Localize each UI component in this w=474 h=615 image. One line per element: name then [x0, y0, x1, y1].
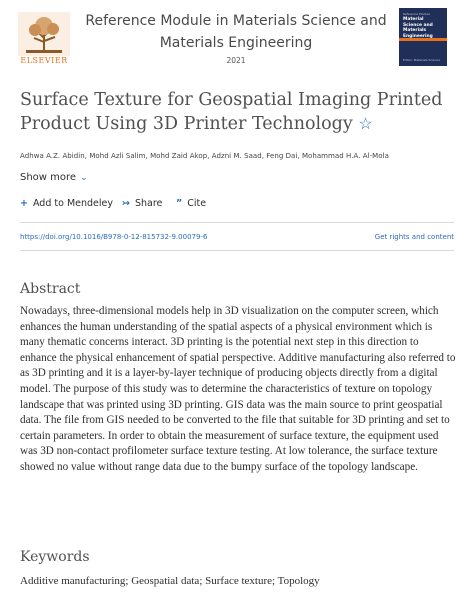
author-list[interactable]: Adhwa A.Z. Abidin, Mohd Azli Salim, Mohd Zaid Akop, Adzni M. Saad, Feng Dai, Mohammad H.A. Al-Mola: [20, 152, 389, 160]
cover-top-text: Reference Module: [403, 12, 430, 16]
keyword-item[interactable]: Additive manufacturing: [20, 575, 126, 587]
keyword-item[interactable]: Geospatial data: [131, 575, 200, 587]
publication-year: 2021: [226, 56, 246, 65]
keyword-item[interactable]: Topology: [277, 575, 320, 587]
article-title-text: Surface Texture for Geospatial Imaging Printed Product Using 3D Printer Technology: [20, 90, 443, 134]
keywords-heading: Keywords: [20, 549, 90, 565]
chevron-down-icon: ⌄: [80, 173, 88, 183]
divider-top: [20, 222, 454, 223]
journal-title[interactable]: Reference Module in Materials Science and Materials Engineering: [85, 13, 387, 51]
elsevier-tree-icon: [18, 12, 70, 56]
cover-bottom-text: Editor: Materials Science: [403, 58, 441, 62]
plus-icon: +: [20, 198, 28, 209]
elsevier-wordmark: ELSEVIER: [20, 56, 68, 65]
rights-link[interactable]: Get rights and content: [374, 233, 454, 241]
cover-title: Material Science and Materials Engineering: [403, 17, 433, 39]
divider-bottom: [20, 250, 454, 251]
elsevier-logo[interactable]: [18, 12, 70, 64]
show-more-label: Show more: [20, 172, 77, 183]
quote-icon: ”: [176, 198, 183, 209]
cite-button[interactable]: [176, 198, 206, 209]
abstract-heading: Abstract: [20, 281, 81, 297]
add-to-mendeley-button[interactable]: [20, 198, 113, 209]
keyword-list: [20, 575, 320, 587]
keyword-separator: ;: [199, 575, 206, 587]
share-icon: ↣: [122, 198, 130, 209]
cite-label: Cite: [187, 198, 207, 209]
add-to-mendeley-label: Add to Mendeley: [32, 198, 113, 209]
article-title: [20, 89, 460, 136]
book-cover-thumbnail[interactable]: [399, 8, 447, 66]
share-label: Share: [134, 198, 163, 209]
star-icon[interactable]: ☆: [358, 114, 373, 133]
show-more-button[interactable]: [20, 172, 88, 183]
abstract-text: Nowadays, three-dimensional models help in 3D visualization on the computer screen, which enhances the human understanding of the spatial aspects of a physical environment which is many thematic concerns interact. 3D printing is the potential next step in this direction to enhance the physical enhancement of spatial perspective. Additive manufacturing also referred to as 3D printing and it is a layer-by-layer technique of producing objects directly from a digital model. The purpose of this study was to determine the characteristics of texture on topology landscape that was printed using 3D printing. GIS data was the main source to print geospatial data. The file from GIS needed to be converted to the file that suitable for 3D printing and set to certain parameters. In order to obtain the measurement of surface texture, the equipment used was 3D non-contact profilometer surface texture testing. At low tolerance, the surface texture showed no value without range data due to the bumpy surface of the topology landscape.: [20, 305, 456, 473]
page-header: [0, 0, 474, 80]
keyword-item[interactable]: Surface texture: [205, 575, 273, 587]
keyword-separator: ;: [272, 575, 278, 587]
keyword-separator: ;: [125, 575, 132, 587]
share-button[interactable]: [122, 198, 162, 209]
cover-accent-bar: [399, 38, 447, 41]
doi-link[interactable]: https://doi.org/10.1016/B978-0-12-815732-9.00079-6: [20, 233, 208, 241]
